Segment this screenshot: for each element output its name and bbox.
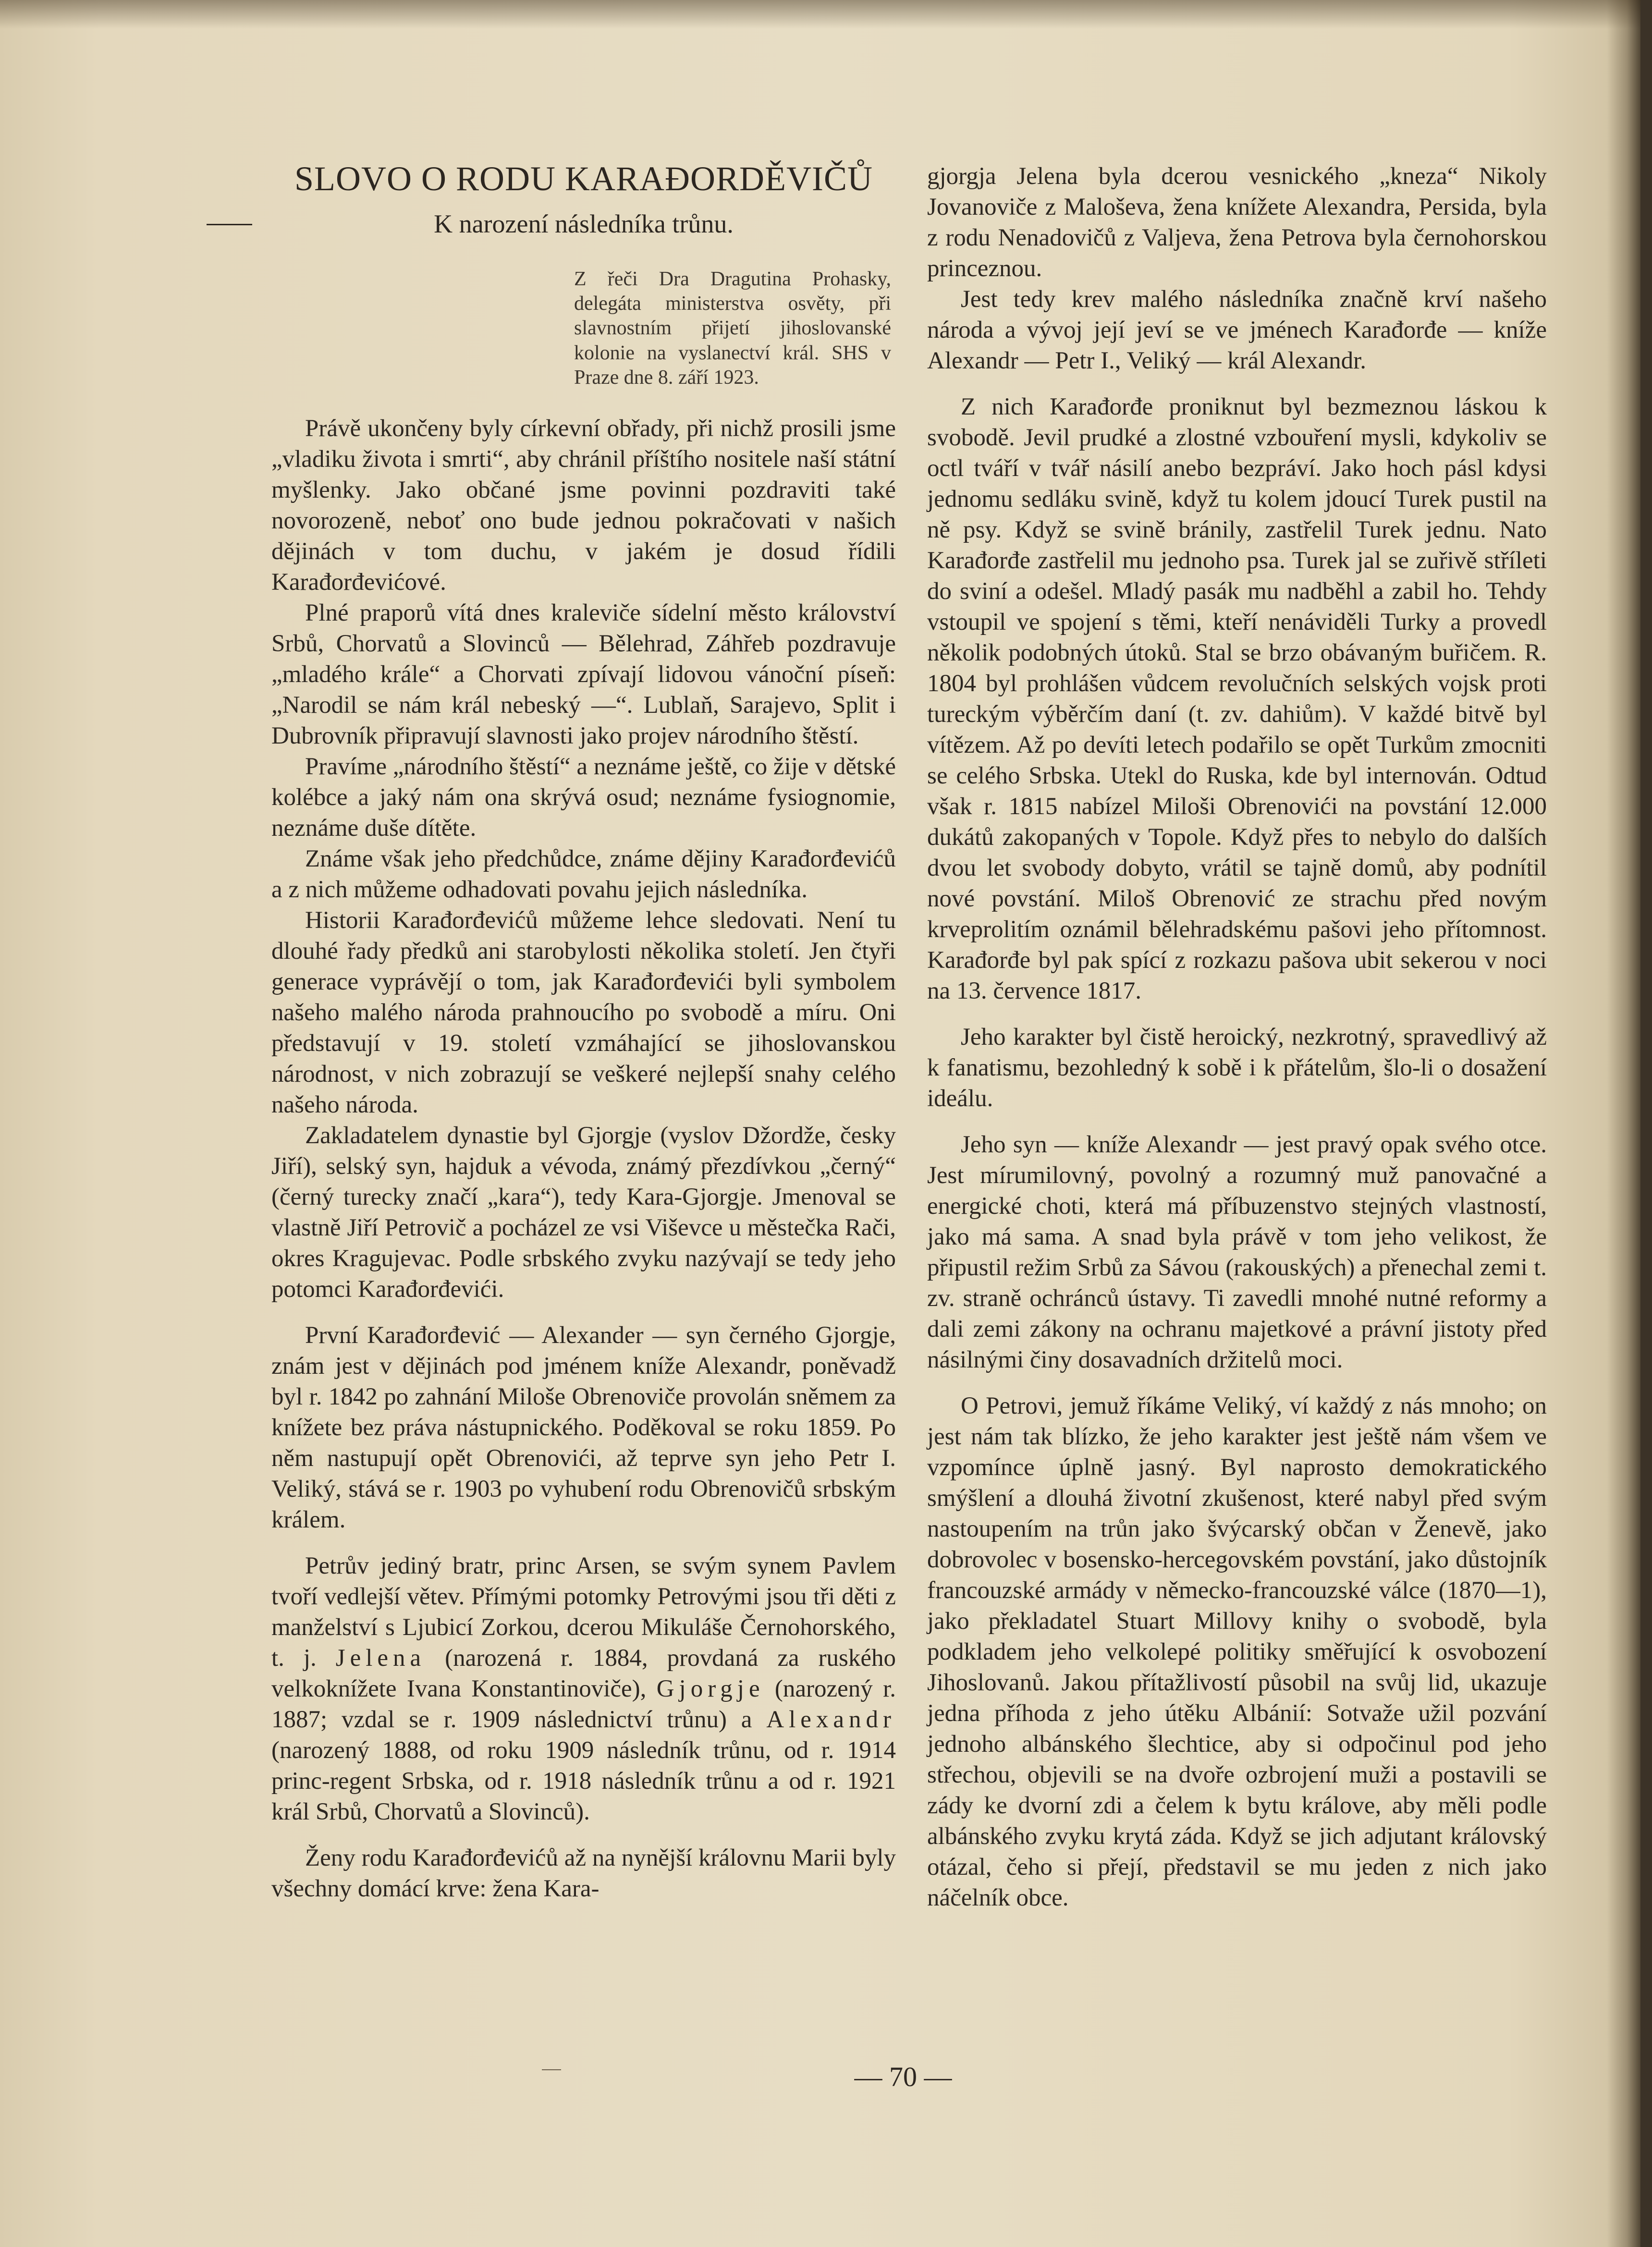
text-run: Petrův jediný bratr, princ Arsen, se svým synem Pavlem tvoří vedlejší větev. Přímými potomky Petrovými jsou tři děti z manželství s Ljubicí Zorkou, dcerou Mikuláše Černohorského, t. j. — [271, 1552, 896, 1672]
margin-dash — [207, 224, 252, 225]
paragraph: Ženy rodu Karađorđevićů až na nynější královnu Marii byly všechny domácí krve: žena Kara- — [271, 1844, 896, 1903]
name-jelena: Jelena — [335, 1645, 426, 1672]
page-shadow-top — [0, 0, 1640, 29]
text-run: (narozený 1888, od roku 1909 následník trůnu, od r. 1914 princ-regent Srbska, od r. 1918 následník trůnu a od r. 1921 král Srbů, Chorvatů a Slovinců). — [271, 1737, 896, 1826]
right-body-text — [927, 161, 1547, 1913]
paragraph: Jeho syn — kníže Alexandr — jest pravý opak svého otce. Jest mírumilovný, povolný a rozumný muž panovačné a energické choti, která má příbuzenstvo stejných vlastností, jako má sama. A snad byla právě v tom jeho velikost, že připustil režim Srbů za Sávou (rakouských) a přenechal zemi t. zv. straně ochránců ústavy. Ti zavedli mnohé nutné reformy a dali zemi zákony na ochranu majetkové a právní jistoty před násilnými činy dosavadních držitelů moci. — [927, 1131, 1547, 1373]
paragraph-descendants — [271, 1551, 896, 1827]
right-column — [927, 161, 1547, 1913]
paragraph: Jest tedy krev malého následníka značně krví našeho národa a vývoj její jeví se ve jménech Karađorđe — kníže Alexandr — Petr I., Veliký — král Alexandr. — [927, 286, 1547, 374]
paragraph: gjorgja Jelena byla dcerou vesnického „kneza“ Nikoly Jovanoviče z Maloševa, žena knížete Alexandra, Persida, byla z rodu Nenadovičů z Valjeva, žena Petrova byla černohorskou princeznou. — [927, 163, 1547, 282]
article-subtitle: K narození následníka trůnu. — [434, 209, 734, 238]
name-gjorgje: Gjorgje — [656, 1675, 765, 1703]
text-run: (narozený r. 1887; vzdal se r. 1909 následnictví trůnu) a — [271, 1675, 896, 1734]
left-body-text — [271, 413, 896, 1904]
paragraph: Pravíme „národního štěstí“ a neznáme ještě, co žije v dětské kolébce a jaký nám ona skrývá osud; neznáme fysiognomie, neznáme duše dítěte. — [271, 753, 896, 842]
page-shadow-right — [1607, 0, 1640, 2247]
paragraph: O Petrovi, jemuž říkáme Veliký, ví každý z nás mnoho; on jest nám tak blízko, že jeho karakter jest ještě nám všem ve vzpomínce úplně jasný. Byl naprosto demokratického smýšlení a dlouhá životní zkušenost, které nabyl před svým nastoupením na trůn jako švýcarský občan v Ženevě, jako dobrovolec v bosensko-hercegovském povstání, jako důstojník francouzské armády v německo-francouzské válce (1870—1), jako překladatel Stuart Millovy knihy o svobodě, byla podkladem jeho velkolepé politiky směřující k osvobození Jihoslovanů. Jakou přítažlivostí působil na svůj lid, ukazuje jedna příhoda z jeho útěku Albánií: Sotvaže užil pozvání jednoho albánského šlechtice, aby si odpočinul pod jeho střechou, objevili se na dvoře ozbrojení muži a postavili se zády ke dvorní zdi a čelem k bytu králove, aby měli podle albánského zvyku krytá záda. Když se jich adjutant královský otázal, čeho si přejí, představil se mu jeden z nich jako náčelník obce. — [927, 1392, 1547, 1911]
paragraph: Z nich Karađorđe proniknut byl bezmeznou láskou k svobodě. Jevil prudké a zlostné vzbouření mysli, kdykoliv se octl tváří v tvář násilí anebo bezpráví. Jako hoch pásl kdysi jednomu sedláku svině, když tu kolem jdoucí Turek pustil na ně psy. Když se svině bránily, zastřelil Turek jednu. Nato Karađorđe zastřelil mu jednoho psa. Turek jal se zuřivě stříleti do sviní a odešel. Mladý pasák mu nadběhl a zabil ho. Tehdy vstoupil ve spojení s těmi, kteří nenáviděli Turky a provedl několik podobných útoků. Stal se brzo obávaným buřičem. R. 1804 byl prohlášen vůdcem revolučních selských vojsk proti tureckým výběrčím daní (t. zv. dahiům). V každé bitvě byl vítězem. Až po devíti letech podařilo se opět Turkům zmocniti se celého Srbska. Utekl do Ruska, kde byl internován. Odtud však r. 1815 nabízel Miloši Obrenovići na povstání 12.000 dukátů zakopaných v Topole. Když přes to nebylo do dalších dvou let svobody dobyto, vrátil se tajně domů, aby podnítil nové povstání. Miloš Obrenović ze strachu před novým krveprolitím oznámil bělehradskému pašovi jeho přítomnost. Karađorđe byl pak spící z rozkazu pašova ubit sekerou v noci na 13. července 1817. — [927, 393, 1547, 1004]
paragraph: Zakladatelem dynastie byl Gjorgje (vyslov Džordže, česky Jiří), selský syn, hajduk a vévoda, známý přezdívkou „černý“ (černý turecky značí „kara“), tedy Kara-Gjorgje. Jmenoval se vlastně Jiří Petrovič a pocházel ze vsi Viševce u městečka Rači, okres Kragujevac. Podle srbského zvyku nazývají se tedy jeho potomci Karađorđevići. — [271, 1122, 896, 1303]
page-number: — 70 — — [854, 2061, 952, 2092]
paragraph: Známe však jeho předchůdce, známe dějiny Karađorđevićů a z nich můžeme odhadovati povahu jejich následníka. — [271, 845, 896, 904]
text-run: (narozená r. 1884, provdaná za ruského velkoknížete Ivana Konstantinoviče), — [271, 1645, 896, 1703]
footer-mark — [542, 2069, 561, 2070]
left-column — [271, 161, 896, 1904]
paragraph: Historii Karađorđevićů můžeme lehce sledovati. Není tu dlouhé řady předků ani starobylosti několika století. Jen čtyři generace vyprávějí o tom, jak Karađorđevići byli symbolem našeho malého národa prahnoucího po svobodě a míru. Oni představují v 19. století vzmáhající se jihoslovanskou národnost, v nich zobrazují se veškeré nejlepší snahy celého našeho národa. — [271, 907, 896, 1119]
paragraph: Právě ukončeny byly církevní obřady, při nichž prosili jsme „vladiku života i smrti“, aby chránil příštího nositele naší státní myšlenky. Jako občané jsme povinni pozdraviti také novorozeně, neboť ono bude jednou pokračovati v našich dějinách v tom duchu, v jakém je dosud řídili Karađorđevićové. — [271, 415, 896, 596]
speech-note: Z řeči Dra Dragutina Prohasky, delegáta ministerstva osvěty, při slavnostním přijetí jihoslovanské kolonie na vyslanectví král. SHS v Praze dne 8. září 1923. — [574, 268, 891, 389]
paragraph: První Karađorđević — Alexander — syn černého Gjorgje, znám jest v dějinách pod jménem kníže Alexandr, poněvadž byl r. 1842 po zahnání Miloše Obrenoviče provolán sněmem za knížete bez práva nástupnického. Poděkoval se roku 1859. Po něm nastupují opět Obrenovići, až teprve syn jeho Petr I. Veliký, stává se r. 1903 po vyhubení rodu Obrenovičů srbským králem. — [271, 1322, 896, 1534]
paragraph: Jeho karakter byl čistě heroický, nezkrotný, spravedlivý až k fanatismu, bezohledný k sobě i k přátelům, šlo-li o dosažení ideálu. — [927, 1024, 1547, 1112]
paragraph: Plné praporů vítá dnes kraleviče sídelní město království Srbů, Chorvatů a Slovinců — Bělehrad, Záhřeb pozdravuje „mladého krále“ a Chorvati zpívají lidovou vánoční píseň: „Narodil se nám král nebeský —“. Lublaň, Sarajevo, Split i Dubrovník připravují slavnosti jako projev národního štěstí. — [271, 599, 896, 750]
name-alexandr: Alexandr — [766, 1706, 896, 1734]
article-title: SLOVO O RODU KARAĐORDĚVIČŮ — [294, 159, 873, 198]
